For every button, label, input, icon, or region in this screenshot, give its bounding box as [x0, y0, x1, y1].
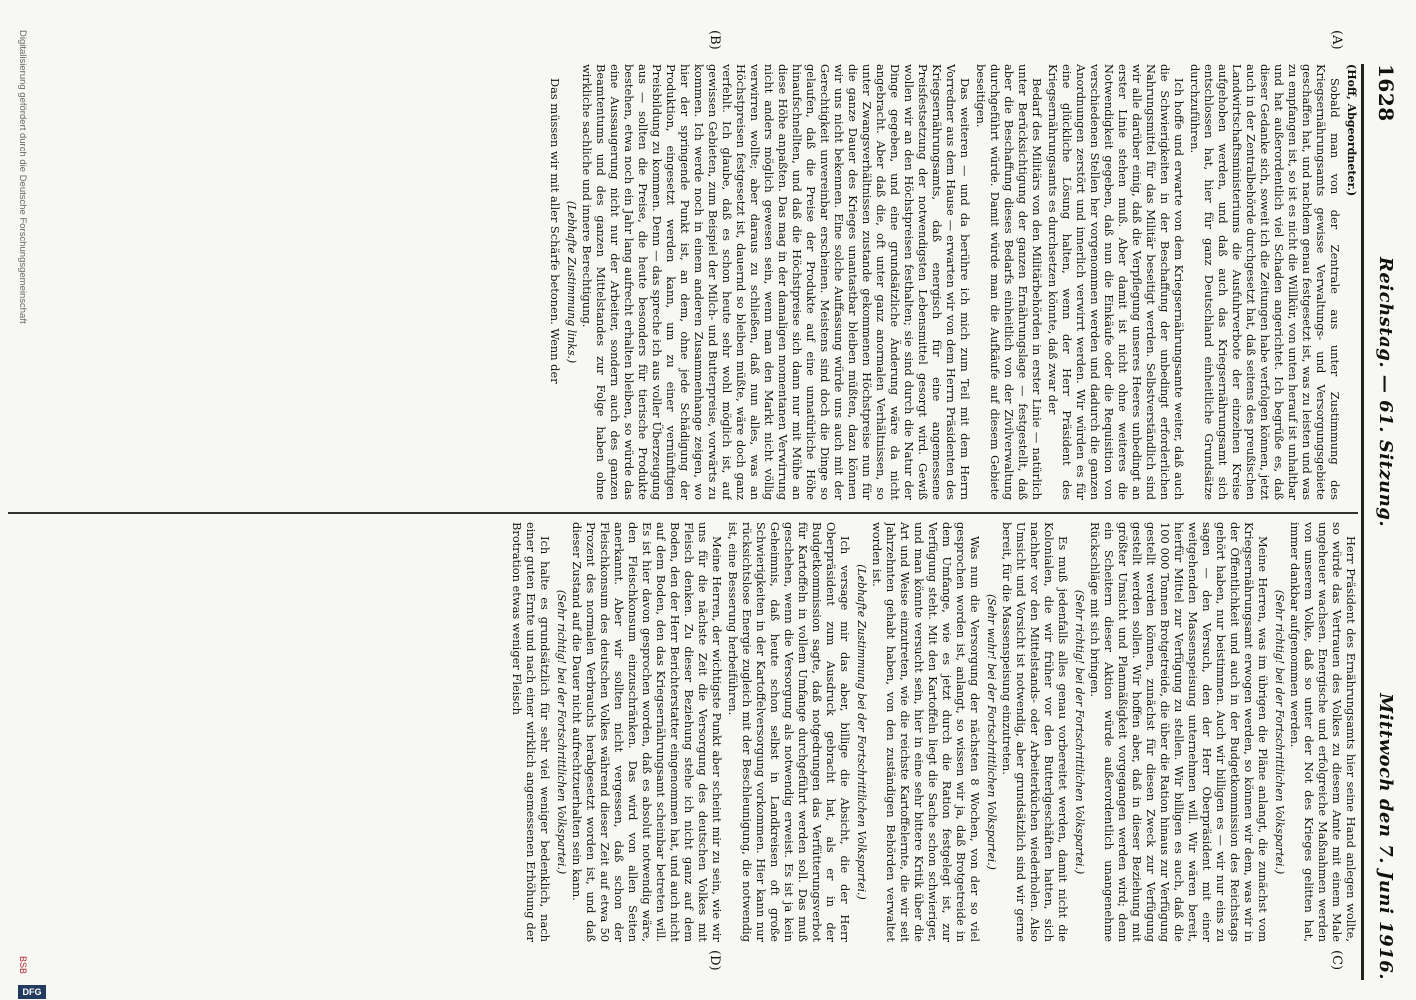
right-reaction-4: (Lebhafte Zustimmung bei der Fortschrittlichen Volkspartei.) — [855, 564, 868, 900]
right-paragraph-3: Es muß jedenfalls alles genau vorbereitet werden, damit nicht die Kolonialen, die wir früher vor den Butterlgeschäften hatten, sich nachher vor den Mittelstands- oder Arbeiterküchen wiederholen. Also Umsicht und Vorsicht ist notwendig, aber grundsätzlich sind wir gerne bereit, für die Massenspeisung einzutreten. — [1000, 522, 1070, 942]
page-header — [1361, 64, 1408, 980]
right-paragraph-2: Meine Herren, was im übrigen die Pläne anlangt, die zunächst vom Kriegsernährungsamt erwogen werden, so können wir dem, was wir in der Öffentlichkeit und auch in der Budgetkommission des Reichstags gehört haben, nur beistimmen. Auch wir billigen es — wir nur eins zu sagen — den Versuch, den der Herr Oberpräsident mit einer weitgehenden Massenspeisung unternehmen will. Wir wären bereit, hierfür Mittel zur Verfügung zu stellen. Wir billigen es auch, daß die 100 000 Tonnen Brotgetreide, die über die Ration hinaus zur Verfügung gestellt werden können, zunächst für diesen Zweck zur Verfügung gestellt werden sollen. Wir hoffen aber, daß in dieser Beziehung mit größter Umsicht und Planmäßigkeit vorgegangen werden wird; denn ein Scheitern dieser Aktion würde außerordentlich unangenehme Rückschläge mit sich bringen. — [1088, 522, 1270, 942]
digitization-credit: Digitalisierung gefördert durch die Deutsche Forschungsgemeinschaft — [17, 30, 28, 324]
left-paragraph-5: Das müssen wir mit aller Schärfe betonen. Wenn der — [548, 78, 562, 384]
left-column — [8, 64, 1358, 500]
right-paragraph-4: Was nun die Versorgung der nächsten 8 Wochen, von der so viel gesprochen worden ist, anlangt, so wissen wir ja, daß Brotgetreide in dem Umfange, wie es jetzt durch die Ration festgelegt ist, zur Verfügung steht. Mit den Kartoffeln liegt die Sache schon schwieriger, und man könnte versucht sein, hier in eine sehr bittere Kritik über die Art und Weise einzutreten, wie die reichste Kartoffelernte, die wir seit Jahrzehnten gehabt haben, von den zuständigen Behörden verwaltet worden ist. — [870, 522, 982, 942]
speaker-line — [1344, 64, 1358, 500]
scan-footer — [10, 20, 30, 980]
margin-letter-a: (A) — [1329, 30, 1344, 50]
right-paragraph-1: Herr Präsident des Ernährungsamts hier seine Hand anlegen wollte, so würde das Vertrauen des Volkes zu diesem Amte mit einem Male ungeheuer wachsen. Energische und erfolgreiche Maßnahmen werden von unserem Volke, daß so unter der Not des Krieges gelitten hat, immer dankbar aufgenommen werden. — [1288, 522, 1358, 942]
right-reaction-1: (Sehr richtig! bei der Fortschrittlichen Volkspartei.) — [1273, 589, 1286, 875]
left-paragraph-2: Ich hoffe und erwarte von dem Kriegsernährungsamte weiter, daß auch die Schwierigkeiten in der Beschaffung der unbedingt erforderlichen Nahrungsmittel für das Militär beseitigt werden. Selbstverständlich sind wir alle darüber einig, daß die Verpflegung unseres Heeres unbedingt an erster Linie stehen muß. Aber damit ist nicht ohne weiteres die Notwendigkeit gegeben, daß nun die Einkäufe oder die Requisition von verschiedenen Stellen her vorgenommen werden und dadurch die ganzen Anordnungen zerstört und innerlich verwirrt werden. Wir würden es für eine glückliche Lösung halten, wenn der Herr Präsident des Kriegsernährungsamts es durchsetzen könnte, daß zwar der — [1046, 64, 1186, 500]
margin-letter-d: (D) — [707, 950, 722, 971]
left-paragraph-4: Das weiteren — und da berühre ich mich zum Teil mit dem Herrn Vorredner aus dem Hause — erwarten wir von dem Herrn Präsidenten des Kriegsernährungsamts, daß energisch für eine angemessene Preisfestsetzung der notwendigsten Lebensmittel gesorgt wird. Gewiß wollen wir an den Höchstpreisen festhalten; sie sind durch die Natur der Dinge gegeben, und eine grundsätzliche Änderung wäre da nicht angebracht. Aber daß die, oft unter ganz anormalen Verhältnissen, so unter Zwangsverhältnissen zustande gekommenen Höchstpreise nun für die ganze Dauer des Krieges unantastbar bleiben müßten, dazu können wir uns nicht bekennen. Eine solche Auffassung würde uns auch mit der Gerechtigkeit unvereinbar erscheinen. Meistens sind doch die Dinge so gelaufen, daß die Preise der Produkte auf eine unnatürliche Höhe hinaufschnellten, und daß die Höchstpreise sich dann nur mit Mühe an diese Höhe anpaßten. Das mag in der damaligen momentanen Verwirrung nicht anders möglich gewesen sein, wenn man den Markt nicht völlig verwirren wollte; aber daraus zu schließen, daß nun alles, was an Höchstpreisen festgesetzt ist, dauernd so bleiben müßte, wäre doch ganz verfehlt. Ich glaube, daß es schon heute sehr wohl möglich ist, auf gewissen Gebieten, zum Beispiel der Milch- und Butterpreise, vorwärts zu kommen. Ich werde noch in einem anderen Zusammenhange zeigen, wo hier der springende Punkt ist, an dem, ohne jede Schädigung der Produktion, eingesetzt werden kann, um zu einer vernünftigen Preisbildung zu kommen. Denn — das spreche ich aus voller Überzeugung aus — sollten die Preise, die heute besonders für tierische Produkte bestehen, etwa noch ein Jahr lang aufrecht erhalten bleiben, so würde das eine Aussaugerung nicht nur der Arbeiter, sondern auch des ganzen Beamtentums und des ganzen Mittelstandes zur Folge haben ohne wirkliche sachliche und innere Berechtigung. — [580, 64, 972, 500]
right-reaction-2: (Sehr richtig! bei der Fortschrittlichen Volkspartei.) — [1073, 589, 1086, 875]
library-mark: BSB — [18, 955, 28, 974]
left-paragraph-1: Sobald man von der Zentrale aus unter Zustimmung des Kriegsernährungsamts gewisse Verwaltungs- und Versorgungsgebiete geschaffen hat, und nachdem genau festgesetzt ist, was zu leisten und was zu empfangen ist, so ist es nicht die Willkür, von unten herauf ist unhaltbar und hat außerordentlich viel Schaden angerichtet. Ich begrüße es, daß dieser Gedanke sich, soweit ich die Zeitungen habe verfolgen können, jetzt auch in der Zentralbehörde durchgesetzt hat, daß seitens des preußischen Landwirtschaftsministeriums die Ausfuhrverbote der einzelnen Kreise aufgehoben werden, und daß auch das Kriegsernährungsamt sich entschlossen hat, hier für ganz Deutschland einheitliche Grundsätze durchzuführen. — [1188, 64, 1342, 500]
left-reaction-1: (Lebhafte Zustimmung links.) — [565, 200, 578, 364]
dfg-badge: DFG — [18, 985, 46, 999]
dfg-stamp — [18, 980, 46, 999]
right-paragraph-5: Ich versage mir das aber, billige die Absicht, die der Herr Oberpräsident zum Ausdruck gebracht hat, als er in der Budgetkommission sagte, daß notgedrungen das Verfütterungsverbot für Kartoffeln in vollem Umfange durchgeführt werden soll. Das muß geschehen, wenn die Versorgung als notwendig erweist. Es ist ja kein Geheimnis, daß heute schon selbst in Landkreisen oft große Schwierigkeiten in der Kartoffelversorgung vorkommen. Hier kann nur rücksichtslose Energie zugleich mit der Beschleunigung, die notwendig ist, eine Besserung herbeiführen. — [726, 522, 852, 942]
left-paragraph-3: Bedarf des Militärs von den Militärbehörden in erster Linie — natürlich unter Berücksichtigung der ganzen Ernährungslage — festgestellt, daß aber die Beschaffung dieses Bedarfs einheitlich von der Zivilverwaltung durchgeführt würde. Damit würde man die Aufkäufe auf diesem Gebiete beseitigen. — [974, 64, 1044, 500]
page-number: 1628 — [1374, 64, 1398, 122]
margin-letter-b: (B) — [707, 30, 722, 50]
right-reaction-3: (Sehr wahr! bei der Fortschrittlichen Volkspartei.) — [985, 594, 998, 870]
right-paragraph-6: Meine Herren, der wichtigste Punkt aber scheint mir zu sein, wie wir uns für die nächste Zeit die Versorgung des deutschen Volkes mit Fleisch denken. Zu dieser Beziehung stehe ich nicht ganz auf dem Boden, den der Herr Berichterstatter eingenommen hat, und auch nicht auf dem Boden, den das Kriegsernährungsamt scheinbar betreten will. Es ist hier davon gesprochen worden, daß es absolut notwendig wäre, den Fleischkonsum einzuschränken. Das wird von allen Seiten anerkannt. Aber wir sollten nicht vergessen, daß schon der Fleischkonsum des deutschen Volkes während dieser Zeit auf etwa 50 Prozent des normalen Verbrauchs herabgesetzt worden ist, und daß dieser Zustand auf die Dauer nicht aufrechtzuerhalten sein kann. — [570, 522, 724, 942]
session-title: Reichstag. — 61. Sitzung. — [1375, 256, 1397, 528]
speaker-name: (Hoff, Abgeordneter.) — [1345, 64, 1358, 197]
column-rule — [8, 512, 1358, 514]
margin-letter-c: (C) — [1329, 950, 1344, 971]
right-paragraph-7: Ich halte es grundsätzlich für sehr viel weniger bedenklich, nach einer guten Ernte und nach einer wirklich angemessenen Erhöhung der Brotration etwas weniger Fleisch — [510, 522, 552, 942]
right-reaction-5: (Sehr richtig! bei der Fortschrittlichen Volkspartei.) — [555, 589, 568, 875]
session-date: Mittwoch den 7. Juni 1916. — [1375, 693, 1397, 980]
right-column — [8, 522, 1358, 942]
